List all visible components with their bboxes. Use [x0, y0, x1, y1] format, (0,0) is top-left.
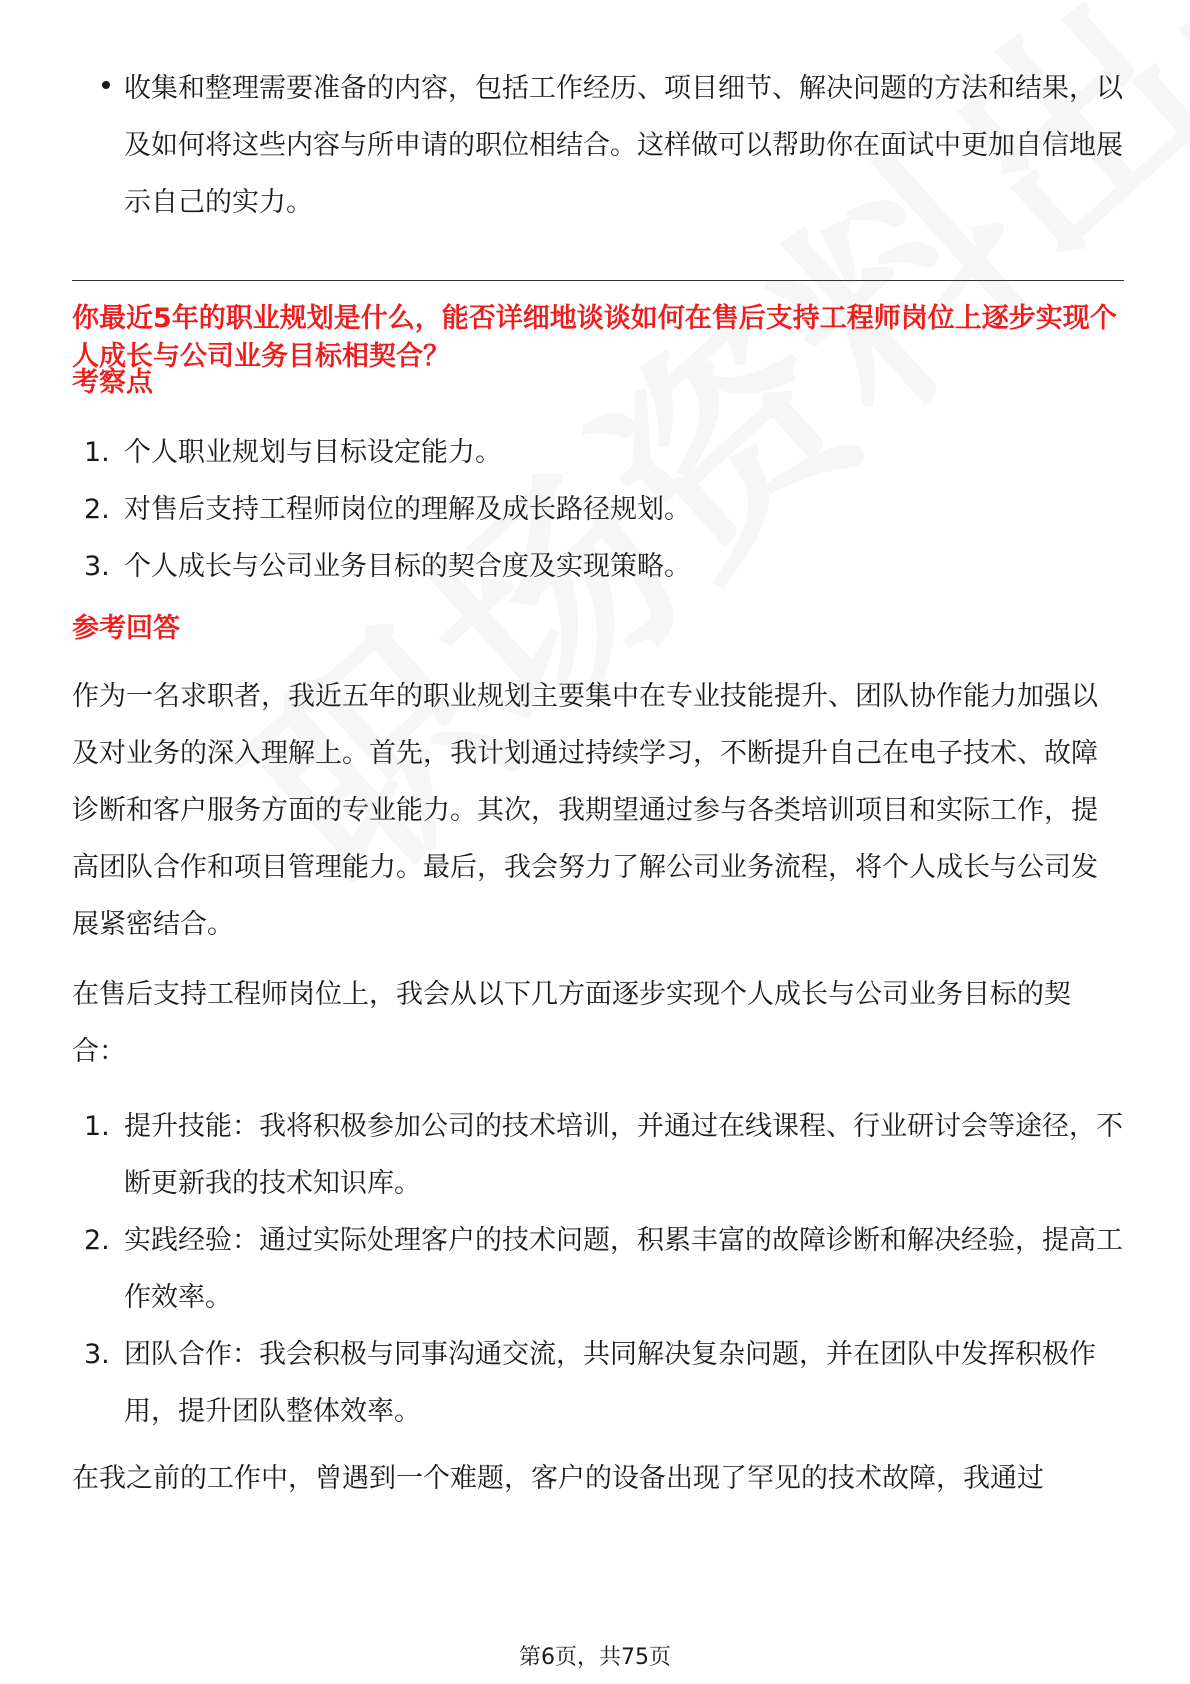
list-item-text: 个人职业规划与目标设定能力。 — [124, 437, 502, 468]
bullet-text: 收集和整理需要准备的内容，包括工作经历、项目细节、解决问题的方法和结果，以及如何将这些内容与所申请的职位相结合。这样做可以帮助你在面试中更加自信地展示自己的实力。 — [124, 73, 1123, 218]
list-number: 1. — [84, 437, 110, 468]
list-item — [72, 424, 1124, 481]
list-number: 3. — [84, 551, 110, 582]
list-item-text: 个人成长与公司业务目标的契合度及实现策略。 — [124, 551, 691, 582]
list-item-text: 提升技能：我将积极参加公司的技术培训，并通过在线课程、行业研讨会等途径，不断更新我的技术知识库。 — [124, 1111, 1123, 1199]
list-number: 2. — [84, 494, 110, 525]
answer-paragraph-3: 在我之前的工作中，曾遇到一个难题，客户的设备出现了罕见的技术故障，我通过 — [72, 1463, 1044, 1494]
question-heading: 你最近5年的职业规划是什么，能否详细地谈谈如何在售后支持工程师岗位上逐步实现个人成长与公司业务目标相契合？ — [72, 303, 1117, 372]
list-item-text: 对售后支持工程师岗位的理解及成长路径规划。 — [124, 494, 691, 525]
answer-list — [72, 1098, 1124, 1440]
list-item-text: 实践经验：通过实际处理客户的技术问题，积累丰富的故障诊断和解决经验，提高工作效率。 — [124, 1225, 1123, 1313]
list-item-text: 团队合作：我会积极与同事沟通交流，共同解决复杂问题，并在团队中发挥积极作用，提升团队整体效率。 — [124, 1339, 1096, 1427]
assessment-list — [72, 424, 1124, 595]
answer-label: 参考回答 — [72, 613, 180, 644]
page-number: 第6页，共75页 — [519, 1645, 671, 1670]
list-item — [72, 481, 1124, 538]
list-item — [72, 538, 1124, 595]
list-number: 2. — [84, 1225, 110, 1256]
list-item — [72, 1212, 1124, 1326]
list-number: 3. — [84, 1339, 110, 1370]
list-number: 1. — [84, 1111, 110, 1142]
answer-paragraph-2: 在售后支持工程师岗位上，我会从以下几方面逐步实现个人成长与公司业务目标的契合： — [72, 979, 1071, 1067]
list-item — [72, 1098, 1124, 1212]
answer-paragraph-1: 作为一名求职者，我近五年的职业规划主要集中在专业技能提升、团队协作能力加强以及对业务的深入理解上。首先，我计划通过持续学习，不断提升自己在电子技术、故障诊断和客户服务方面的专业能力。其次，我期望通过参与各类培训项目和实际工作，提高团队合作和项目管理能力。最后，我会努力了解公司业务流程，将个人成长与公司发展紧密结合。 — [72, 681, 1098, 940]
section-divider — [72, 280, 1124, 281]
list-item — [72, 1326, 1124, 1440]
assessment-label: 考察点 — [72, 367, 153, 398]
bullet-icon — [102, 81, 110, 89]
